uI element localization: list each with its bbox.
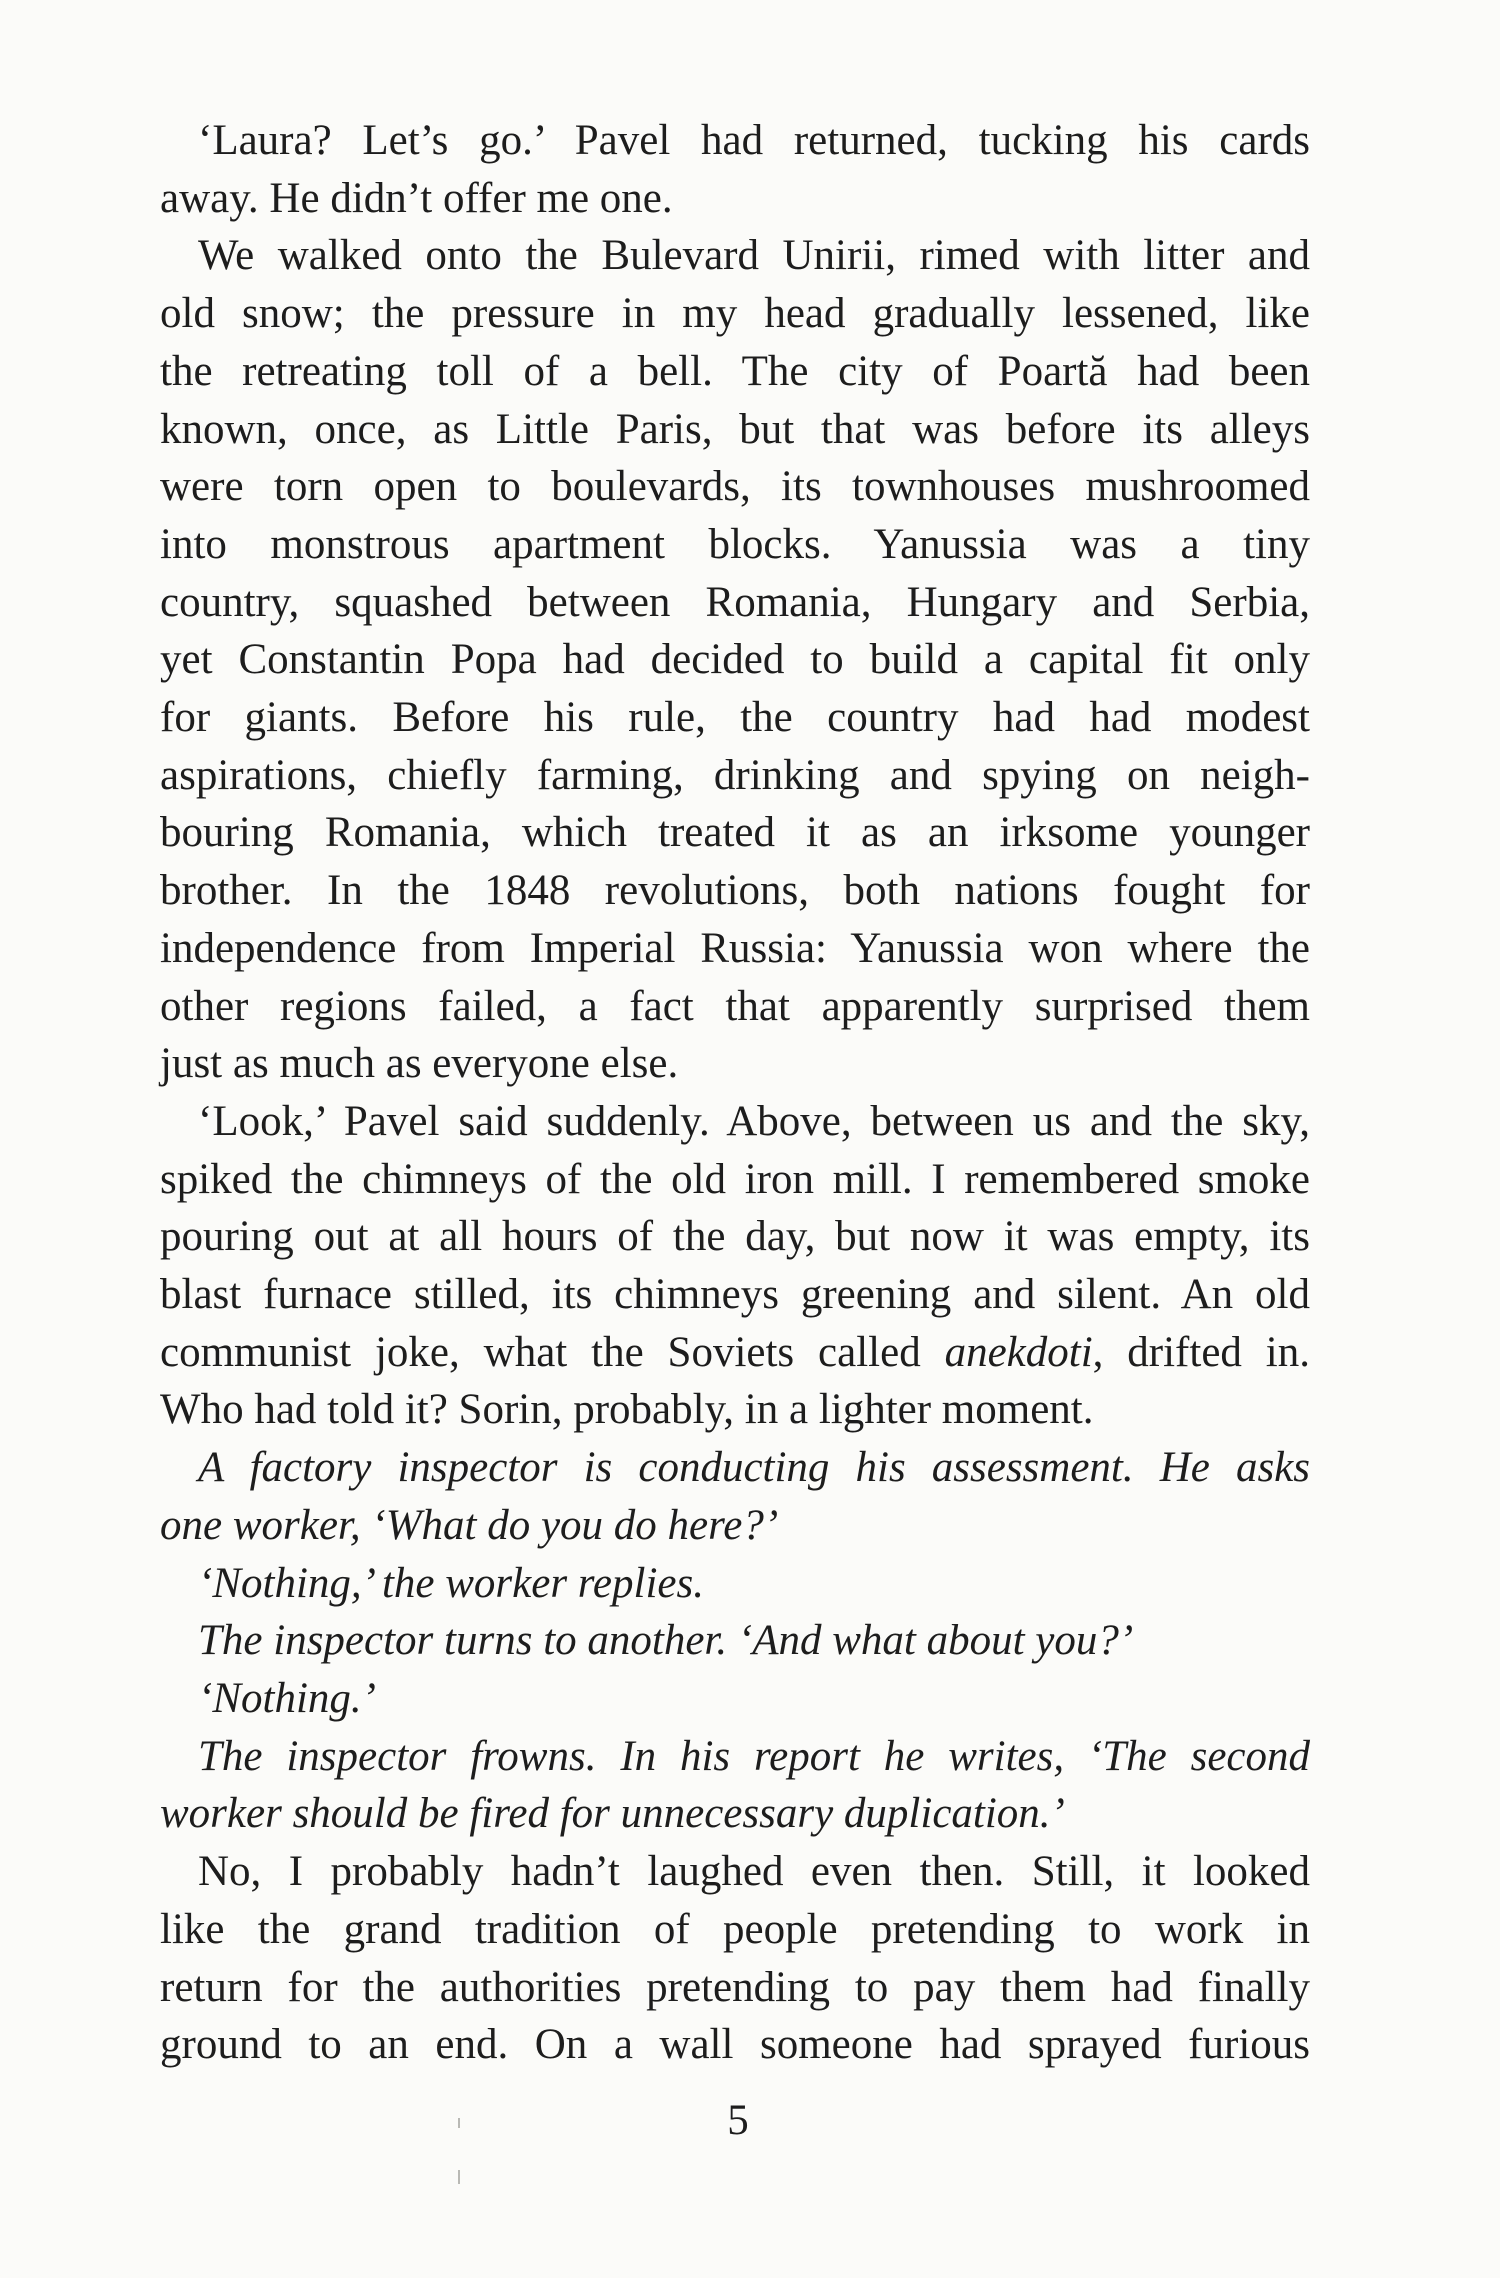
page-number: 5: [727, 2097, 749, 2144]
text-line: ‘Laura? Let’s go.’ Pavel had returned, tucking his cards: [198, 117, 1310, 164]
text-line: worker should be fired for unnecessary duplication.’: [160, 1790, 1065, 1838]
text-line: into monstrous apartment blocks. Yanussia was a tiny: [160, 520, 1310, 568]
text-line: A factory inspector is conducting his assessment. He asks: [198, 1444, 1310, 1492]
text-line: like the grand tradition of people pretending to work in: [160, 1905, 1310, 1953]
text-line: independence from Imperial Russia: Yanussia won where the: [160, 924, 1310, 972]
text-line: other regions failed, a fact that apparently surprised them: [160, 982, 1310, 1030]
text-line: blast furnace stilled, its chimneys greening and silent. An old: [160, 1271, 1310, 1319]
text-line: We walked onto the Bulevard Unirii, rimed with litter and: [198, 232, 1310, 280]
text-line: ‘Nothing.’: [198, 1674, 376, 1722]
text-line: just as much as everyone else.: [160, 1040, 679, 1088]
text-line: return for the authorities pretending to pay them had finally: [160, 1963, 1310, 2011]
text-line: bouring Romania, which treated it as an irksome younger: [160, 809, 1310, 857]
italic-word: anekdoti: [944, 1328, 1093, 1376]
text-line: for giants. Before his rule, the country had had modest: [160, 694, 1310, 742]
scan-speck: [458, 2170, 460, 2184]
text-line: were torn open to boulevards, its townhouses mushroomed: [160, 463, 1310, 511]
text-line: No, I probably hadn’t laughed even then. Still, it looked: [198, 1848, 1310, 1896]
text-line: ground to an end. On a wall someone had sprayed furious: [160, 2021, 1310, 2069]
text-line: known, once, as Little Paris, but that was before its alleys: [160, 405, 1310, 453]
scan-speck: [458, 2118, 460, 2128]
text-line: aspirations, chiefly farming, drinking and spying on neigh-: [160, 751, 1310, 799]
text-line: ‘Nothing,’ the worker replies.: [198, 1559, 704, 1607]
body-text: [160, 112, 1310, 2074]
text-line: The inspector frowns. In his report he writes, ‘The second: [198, 1732, 1310, 1780]
text-line: ‘Look,’ Pavel said suddenly. Above, between us and the sky,: [198, 1097, 1310, 1145]
text-line: the retreating toll of a bell. The city of Poartă had been: [160, 347, 1310, 395]
text-line: away. He didn’t offer me one.: [160, 174, 673, 222]
text-line: The inspector turns to another. ‘And what about you?’: [198, 1617, 1134, 1665]
text-line: brother. In the 1848 revolutions, both nations fought for: [160, 867, 1310, 915]
text-line: one worker, ‘What do you do here?’: [160, 1501, 779, 1549]
text-line: old snow; the pressure in my head gradually lessened, like: [160, 290, 1310, 338]
text-line: country, squashed between Romania, Hungary and Serbia,: [160, 578, 1310, 626]
text-line: communist joke, what the Soviets called anekdoti, drifted in.: [160, 1328, 1310, 1376]
text-line: pouring out at all hours of the day, but now it was empty, its: [160, 1213, 1310, 1261]
text-line: yet Constantin Popa had decided to build a capital fit only: [160, 636, 1310, 684]
text-line: spiked the chimneys of the old iron mill. I remembered smoke: [160, 1155, 1310, 1203]
text-line: Who had told it? Sorin, probably, in a lighter moment.: [160, 1386, 1094, 1434]
